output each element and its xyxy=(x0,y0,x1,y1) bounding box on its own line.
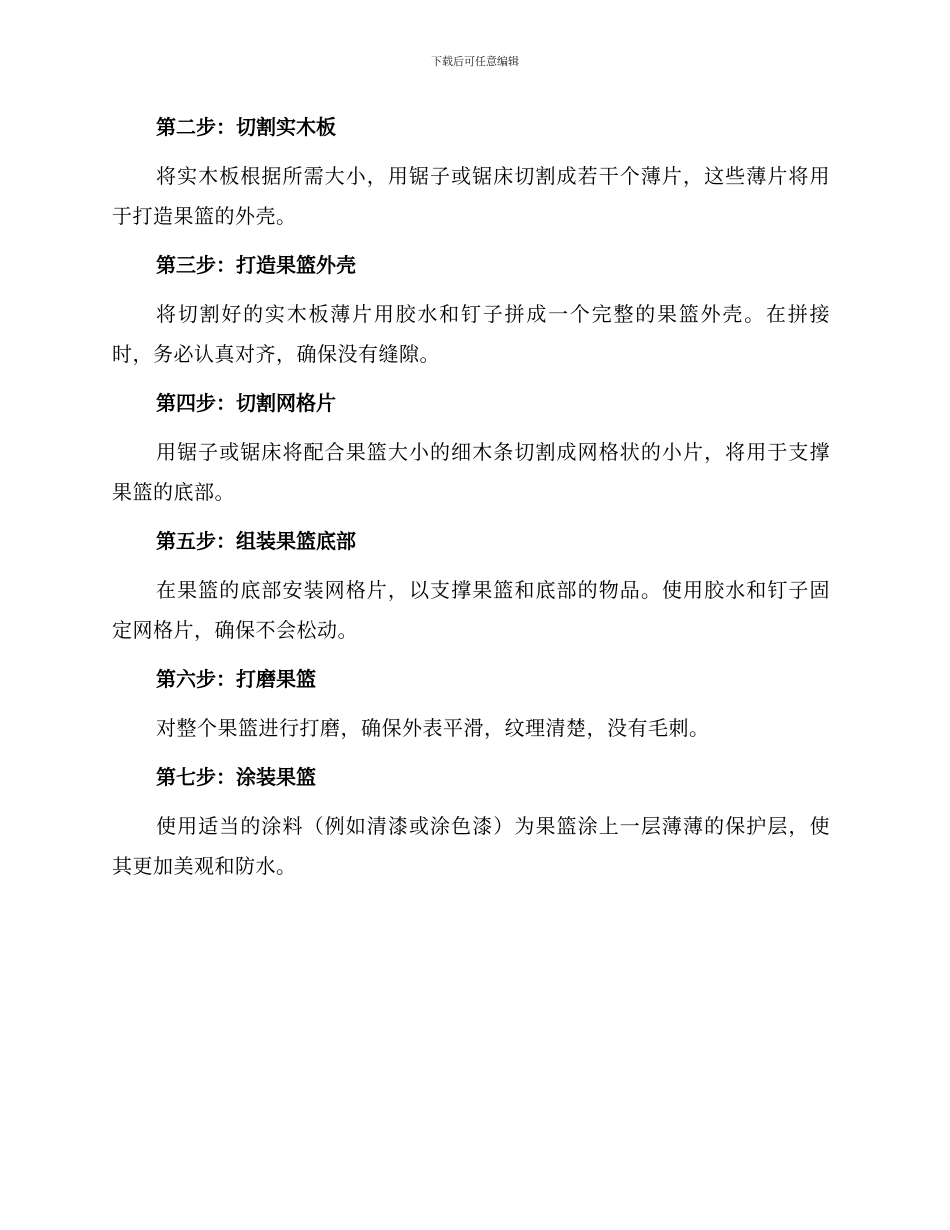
step-paragraph: 使用适当的涂料（例如清漆或涂色漆）为果篮涂上一层薄薄的保护层，使其更加美观和防水。 xyxy=(112,814,830,878)
step-heading: 第二步：切割实木板 xyxy=(156,115,336,139)
step-paragraph: 将切割好的实木板薄片用胶水和钉子拼成一个完整的果篮外壳。在拼接时，务必认真对齐，确保没有缝隙。 xyxy=(112,302,830,366)
step-5 xyxy=(112,524,830,650)
step-3 xyxy=(112,248,830,374)
step-4 xyxy=(112,386,830,512)
step-heading: 第三步：打造果篮外壳 xyxy=(156,253,356,277)
page-header: 下载后可任意编辑 xyxy=(431,55,519,68)
step-6 xyxy=(112,662,830,748)
step-2 xyxy=(112,110,830,236)
step-paragraph: 对整个果篮进行打磨，确保外表平滑，纹理清楚，没有毛刺。 xyxy=(156,716,710,740)
step-heading: 第七步：涂装果篮 xyxy=(156,765,316,789)
step-paragraph: 用锯子或锯床将配合果篮大小的细木条切割成网格状的小片，将用于支撑果篮的底部。 xyxy=(112,440,830,504)
step-paragraph: 在果篮的底部安装网格片，以支撑果篮和底部的物品。使用胶水和钉子固定网格片，确保不会松动。 xyxy=(112,578,830,642)
document-body xyxy=(112,110,830,898)
step-paragraph: 将实木板根据所需大小，用锯子或锯床切割成若干个薄片，这些薄片将用于打造果篮的外壳。 xyxy=(112,164,830,228)
step-heading: 第四步：切割网格片 xyxy=(156,391,336,415)
step-7 xyxy=(112,760,830,886)
step-heading: 第五步：组装果篮底部 xyxy=(156,529,356,553)
step-heading: 第六步：打磨果篮 xyxy=(156,667,316,691)
